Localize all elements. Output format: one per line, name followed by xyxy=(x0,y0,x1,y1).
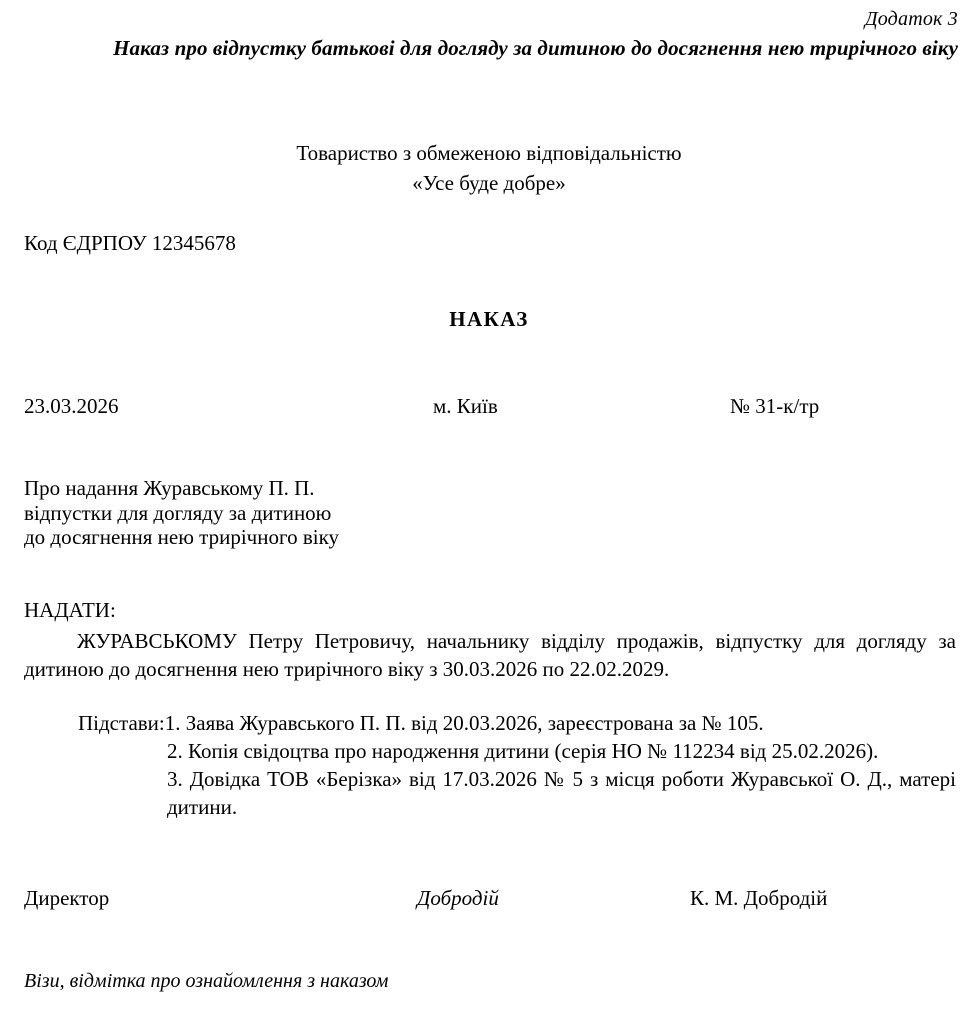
signatory-position: Директор xyxy=(24,886,110,910)
document-title: Наказ про відпустку батькові для догляду за дитиною до досягнення нею трирічного віку xyxy=(113,36,958,60)
order-subject-line-1: Про надання Журавському П. П. xyxy=(24,476,315,500)
organization-block xyxy=(0,138,978,198)
order-number: № 31-к/тр xyxy=(730,394,820,418)
order-meta-row xyxy=(0,394,978,424)
grounds-block xyxy=(78,709,956,821)
order-body-paragraph: ЖУРАВСЬКОМУ Петру Петровичу, начальнику відділу продажів, відпустку для догляду за дитиною до досягнення нею трирічного віку з 30.03.2026 по 22.02.2029. xyxy=(24,629,956,681)
grounds-item-text: 1. Заява Журавського П. П. від 20.03.2026, зареєстрована за № 105. xyxy=(164,711,764,735)
edrpou-code: Код ЄДРПОУ 12345678 xyxy=(24,231,236,255)
order-subject-line-3: до досягнення нею трирічного віку xyxy=(24,525,339,549)
grounds-item: 2. Копія свідоцтва про народження дитини (серія НО № 112234 від 25.02.2026). xyxy=(167,739,879,763)
grounds-item xyxy=(78,709,956,737)
footer-note: Візи, відмітка про ознайомлення з наказом xyxy=(24,970,389,992)
order-date: 23.03.2026 xyxy=(24,394,119,418)
grant-label: НАДАТИ: xyxy=(24,598,116,622)
signature-mark: Добродій xyxy=(417,886,499,910)
appendix-label: Додаток 3 xyxy=(864,8,958,30)
grounds-item: 3. Довідка ТОВ «Берізка» від 17.03.2026 № 5 з місця роботи Журавської О. Д., матері дитини. xyxy=(167,767,956,819)
signatory-name: К. М. Добродій xyxy=(690,886,828,910)
order-place: м. Київ xyxy=(433,394,498,418)
organization-name: «Усе буде добре» xyxy=(412,171,566,195)
organization-legal-form: Товариство з обмеженою відповідальністю xyxy=(296,141,682,165)
order-heading: НАКАЗ xyxy=(449,307,529,331)
order-subject-line-2: відпустки для догляду за дитиною xyxy=(24,500,332,525)
signature-row xyxy=(0,886,978,918)
grounds-label: Підстави: xyxy=(78,711,165,735)
order-subject xyxy=(24,476,504,550)
